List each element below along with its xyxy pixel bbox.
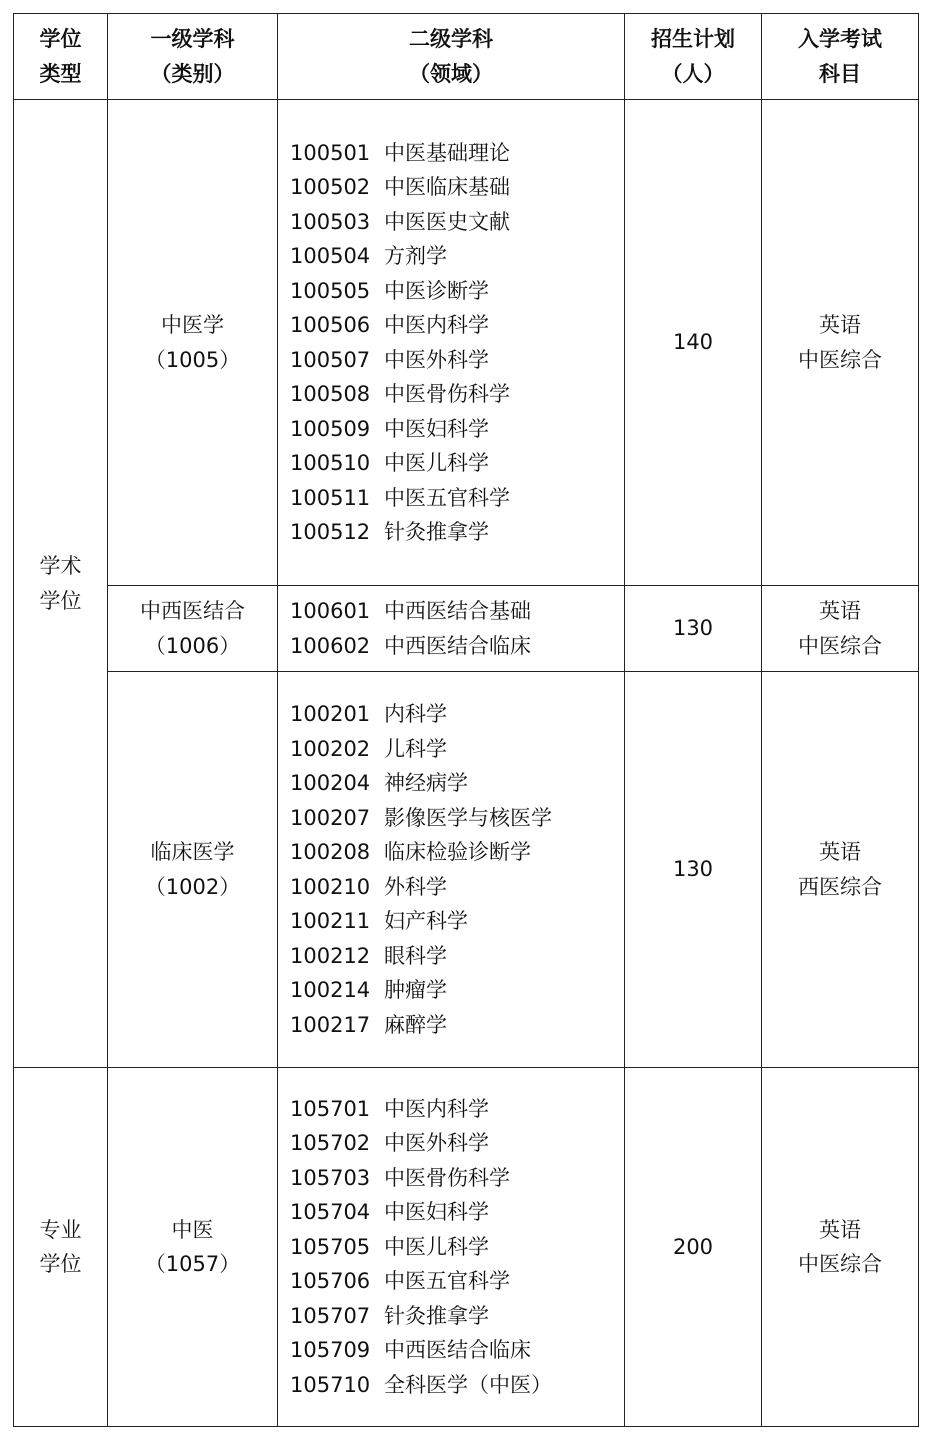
list-item [290, 835, 624, 870]
subject-name: 肿瘤学 [384, 978, 447, 1002]
exam-cell [762, 1068, 919, 1427]
subject-name: 针灸推拿学 [384, 520, 489, 544]
subject-name: 全科医学（中医） [384, 1372, 552, 1397]
subject-code: 100214 [290, 978, 371, 1002]
list-item [290, 515, 624, 550]
degree-type-line: 专业 [39, 1217, 82, 1242]
exam-subject: 英语 [819, 840, 861, 864]
subject-code: 100601 [290, 599, 371, 623]
subject-code: 100212 [290, 943, 371, 968]
list-item [290, 239, 624, 274]
subject-code: 105710 [290, 1372, 371, 1397]
subject-code: 100507 [290, 347, 371, 372]
discipline-code: （1005） [144, 347, 241, 372]
table-row [14, 100, 919, 586]
subject-name: 中医内科学 [384, 1096, 489, 1121]
exam-subject: 英语 [819, 313, 861, 337]
subject-name: 中医妇科学 [384, 1200, 489, 1225]
degree-type-cell-professional [14, 1068, 108, 1427]
exam-subject: 西医综合 [798, 874, 882, 899]
header-level2-line: （领域） [409, 61, 493, 86]
exam-subject: 英语 [819, 1217, 861, 1242]
exam-cell [762, 100, 919, 586]
header-level1-line: （类别） [150, 61, 235, 86]
list-item [290, 205, 624, 240]
list-item [290, 1126, 624, 1161]
discipline-name: 临床医学 [150, 840, 235, 864]
header-degree-type [14, 14, 108, 100]
subject-code: 100217 [290, 1012, 371, 1037]
subject-code: 100210 [290, 874, 371, 899]
plan-cell: 200 [625, 1068, 762, 1427]
list-item [290, 1333, 624, 1368]
exam-subject: 中医综合 [798, 347, 882, 372]
subject-name: 中医诊断学 [384, 278, 489, 303]
subject-name: 中医外科学 [384, 347, 489, 372]
list-item [290, 170, 624, 205]
plan-cell: 130 [625, 586, 762, 672]
subject-code: 100505 [290, 278, 371, 303]
list-item [290, 136, 624, 171]
subject-name: 中医医史文献 [384, 209, 510, 234]
subject-name: 方剂学 [384, 244, 447, 268]
discipline-name: 中西医结合 [140, 599, 245, 623]
header-plan [625, 14, 762, 100]
discipline-cell [108, 586, 278, 672]
list-item [290, 412, 624, 447]
subject-name: 中医妇科学 [384, 416, 489, 441]
subject-code: 100202 [290, 736, 371, 761]
subject-name: 中医骨伤科学 [384, 382, 510, 406]
header-exam-line: 入学考试 [798, 27, 882, 51]
admissions-table [13, 13, 919, 1427]
header-exam-line: 科目 [819, 61, 861, 86]
list-item [290, 1264, 624, 1299]
plan-cell: 140 [625, 100, 762, 586]
subject-name: 中西医结合临床 [384, 633, 531, 658]
subject-code: 100207 [290, 805, 371, 830]
subject-name: 麻醉学 [384, 1012, 447, 1037]
list-item [290, 904, 624, 939]
list-item [290, 766, 624, 801]
discipline-name: 中医学 [161, 313, 224, 337]
subject-code: 105702 [290, 1131, 371, 1156]
subject-name: 中医五官科学 [384, 1269, 510, 1294]
discipline-cell [108, 672, 278, 1068]
list-item [290, 308, 624, 343]
degree-type-line: 学位 [39, 1252, 82, 1276]
subject-code: 100201 [290, 702, 371, 726]
list-item [290, 697, 624, 732]
subject-name: 妇产科学 [384, 909, 468, 933]
discipline-code: （1006） [144, 633, 241, 658]
subject-code: 100511 [290, 485, 371, 510]
subject-code: 105706 [290, 1269, 371, 1294]
list-item [290, 801, 624, 836]
subject-code: 105709 [290, 1338, 371, 1363]
subject-name: 影像医学与核医学 [384, 805, 552, 830]
subject-code: 100503 [290, 209, 371, 234]
subject-name: 中医骨伤科学 [384, 1165, 510, 1190]
header-level1-line: 一级学科 [150, 27, 235, 51]
subject-name: 中医外科学 [384, 1131, 489, 1156]
table-row [14, 586, 919, 672]
subject-code: 100501 [290, 140, 371, 165]
discipline-code: （1002） [144, 874, 241, 899]
exam-subject: 中医综合 [798, 1252, 882, 1276]
subject-code: 100510 [290, 451, 371, 475]
subject-list [278, 1068, 625, 1427]
discipline-cell [108, 1068, 278, 1427]
list-item [290, 1195, 624, 1230]
subject-code: 100602 [290, 633, 371, 658]
list-item [290, 870, 624, 905]
subject-code: 100204 [290, 771, 371, 795]
subject-code: 100512 [290, 520, 371, 544]
subject-list [278, 586, 625, 672]
subject-code: 100509 [290, 416, 371, 441]
degree-type-cell-academic [14, 100, 108, 1068]
exam-subject: 英语 [819, 599, 861, 623]
subject-name: 临床检验诊断学 [384, 840, 531, 864]
list-item [290, 594, 624, 629]
subject-code: 105707 [290, 1303, 371, 1328]
subject-name: 中医基础理论 [384, 140, 510, 165]
subject-code: 105704 [290, 1200, 371, 1225]
list-item [290, 939, 624, 974]
subject-code: 100506 [290, 313, 371, 337]
subject-code: 100508 [290, 382, 371, 406]
discipline-code: （1057） [144, 1252, 241, 1276]
subject-name: 中医临床基础 [384, 175, 510, 199]
discipline-cell [108, 100, 278, 586]
subject-list [278, 100, 625, 586]
subject-name: 中医儿科学 [384, 451, 489, 475]
subject-name: 针灸推拿学 [384, 1303, 489, 1328]
header-plan-line: 招生计划 [651, 27, 735, 51]
subject-code: 105705 [290, 1234, 371, 1259]
exam-cell [762, 586, 919, 672]
subject-code: 100208 [290, 840, 371, 864]
subject-name: 中西医结合基础 [384, 599, 531, 623]
list-item [290, 1299, 624, 1334]
subject-name: 眼科学 [384, 943, 447, 968]
discipline-name: 中医 [171, 1217, 214, 1242]
degree-type-line: 学术 [39, 554, 82, 578]
list-item [290, 1368, 624, 1403]
degree-type-line: 学位 [39, 588, 82, 613]
subject-name: 中医儿科学 [384, 1234, 489, 1259]
exam-cell [762, 672, 919, 1068]
header-level1 [108, 14, 278, 100]
subject-name: 内科学 [384, 702, 447, 726]
subject-code: 100504 [290, 244, 371, 268]
subject-name: 儿科学 [384, 736, 447, 761]
list-item [290, 629, 624, 664]
subject-name: 外科学 [384, 874, 447, 899]
subject-name: 中西医结合临床 [384, 1338, 531, 1363]
table-row [14, 1068, 919, 1427]
header-degree-type-line: 学位 [39, 27, 82, 51]
list-item [290, 446, 624, 481]
table-row [14, 672, 919, 1068]
list-item [290, 377, 624, 412]
header-row [14, 14, 919, 100]
list-item [290, 1161, 624, 1196]
header-exam [762, 14, 919, 100]
subject-name: 中医五官科学 [384, 485, 510, 510]
list-item [290, 732, 624, 767]
list-item [290, 1008, 624, 1043]
subject-code: 100211 [290, 909, 371, 933]
list-item [290, 1092, 624, 1127]
header-degree-type-line: 类型 [39, 61, 82, 86]
exam-subject: 中医综合 [798, 633, 882, 658]
list-item [290, 274, 624, 309]
header-plan-line: （人） [661, 61, 725, 86]
list-item [290, 973, 624, 1008]
list-item [290, 481, 624, 516]
subject-code: 105703 [290, 1165, 371, 1190]
plan-cell: 130 [625, 672, 762, 1068]
list-item [290, 1230, 624, 1265]
subject-name: 中医内科学 [384, 313, 489, 337]
header-level2-line: 二级学科 [409, 27, 493, 51]
subject-name: 神经病学 [384, 771, 468, 795]
header-level2 [278, 14, 625, 100]
subject-code: 100502 [290, 175, 371, 199]
subject-code: 105701 [290, 1096, 371, 1121]
list-item [290, 343, 624, 378]
subject-list [278, 672, 625, 1068]
